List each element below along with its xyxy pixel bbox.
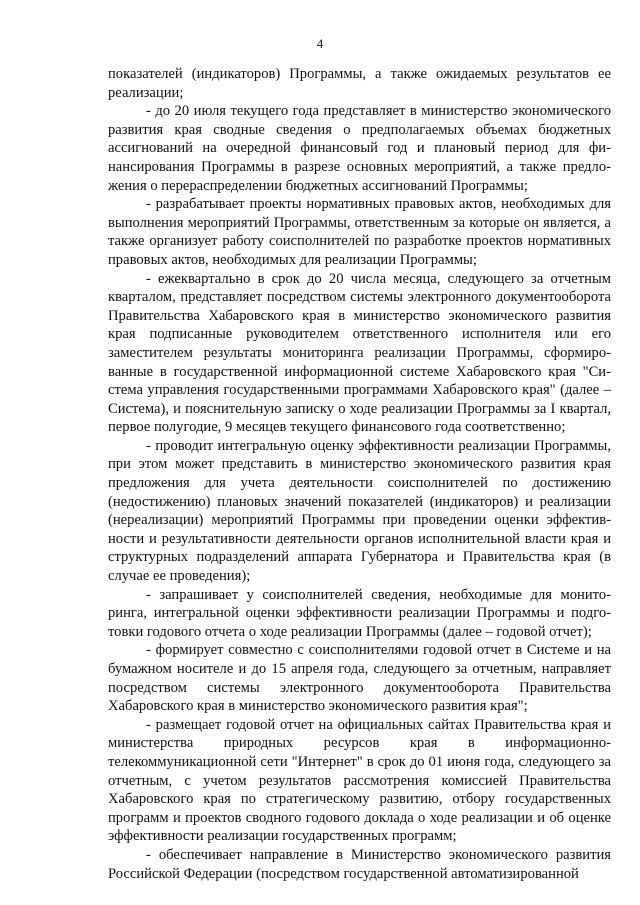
document-body bbox=[108, 65, 611, 883]
paragraph-ministry-submission: - обеспечивает направление в Министерство экономического развития Российской Федерации (посредством государственной автоматизированной bbox=[108, 846, 611, 882]
paragraph-budget-allocations: - до 20 июля текущего года представляет в министерство экономического развития края сводные сведения о предполагаемых объемах бюджетных ассигнований на очередной финансовый год и плановый период для финансирования Программы в разрезе основных мероприятий, а также предложения о перераспределении бюджетных ассигнований Программы; bbox=[108, 103, 611, 194]
paragraph-continuation: показателей (индикаторов) Программы, а также ожидаемых результатов ее реализации; bbox=[108, 66, 611, 101]
paragraph-legal-acts: - разрабатывает проекты нормативных правовых актов, необходимых для выполнения мероприятий Программы, ответственным за которые он является, а также организует работу соисполнителей по разработке проектов нормативных правовых актов, необходимых для реализации Программы; bbox=[108, 196, 611, 268]
paragraph-integral-assessment: - проводит интегральную оценку эффективности реализации Программы, при этом может представить в министерство экономического развития края предложения для учета деятельности соисполнителей по достижению (недостижению) плановых значений показателей (индикаторов) и реализации (нереализации) мероприятий Программы при проведении оценки эффективности и результативности деятельности органов исполнительной власти края и структурных подразделений аппарата Губернатора и Правительства края (в случае ее проведения); bbox=[108, 437, 611, 585]
paragraph-quarterly-monitoring: - ежеквартально в срок до 20 числа месяца, следующего за отчетным кварталом, представляет посредством системы электронного документооборота Правительства Хабаровского края в министерство экономического развития края подписанные руководителем ответственного исполнителя или его заместителем результаты мониторинга реализации Программы, сформированные в государственной информационной системе Хабаровского края "Система управления государственными программами Хабаровского края" (далее – Система), и пояснительную записку о ходе реализации Программы за I квартал, первое полугодие, 9 месяцев текущего финансового года соответственно; bbox=[108, 270, 611, 436]
page-number: 4 bbox=[316, 36, 324, 51]
paragraph-annual-report: - формирует совместно с соисполнителями годовой отчет в Системе и на бумажном носителе и до 15 апреля года, следующего за отчетным, направляет посредством системы электронного документооборота Правительства Хабаровского края в министерство экономического развития края"; bbox=[108, 642, 611, 715]
paragraph-publication: - размещает годовой отчет на официальных сайтах Правительства края и министерства природных ресурсов края в информационно-телекоммуникационной сети "Интернет" в срок до 01 июня года, следующего за отчетным, с учетом результатов рассмотрения комиссией Правительства Хабаровского края по стратегическому развитию, отбору государственных программ и проектов сводного годового доклада о ходе реализации и об оценке эффективности реализации государственных программ; bbox=[108, 716, 611, 845]
paragraph-information-request: - запрашивает у соисполнителей сведения, необходимые для мониторинга, интегральной оценки эффективности реализации Программы и подготовки годового отчета о ходе реализации Программы (далее – годовой отчет); bbox=[108, 586, 611, 640]
